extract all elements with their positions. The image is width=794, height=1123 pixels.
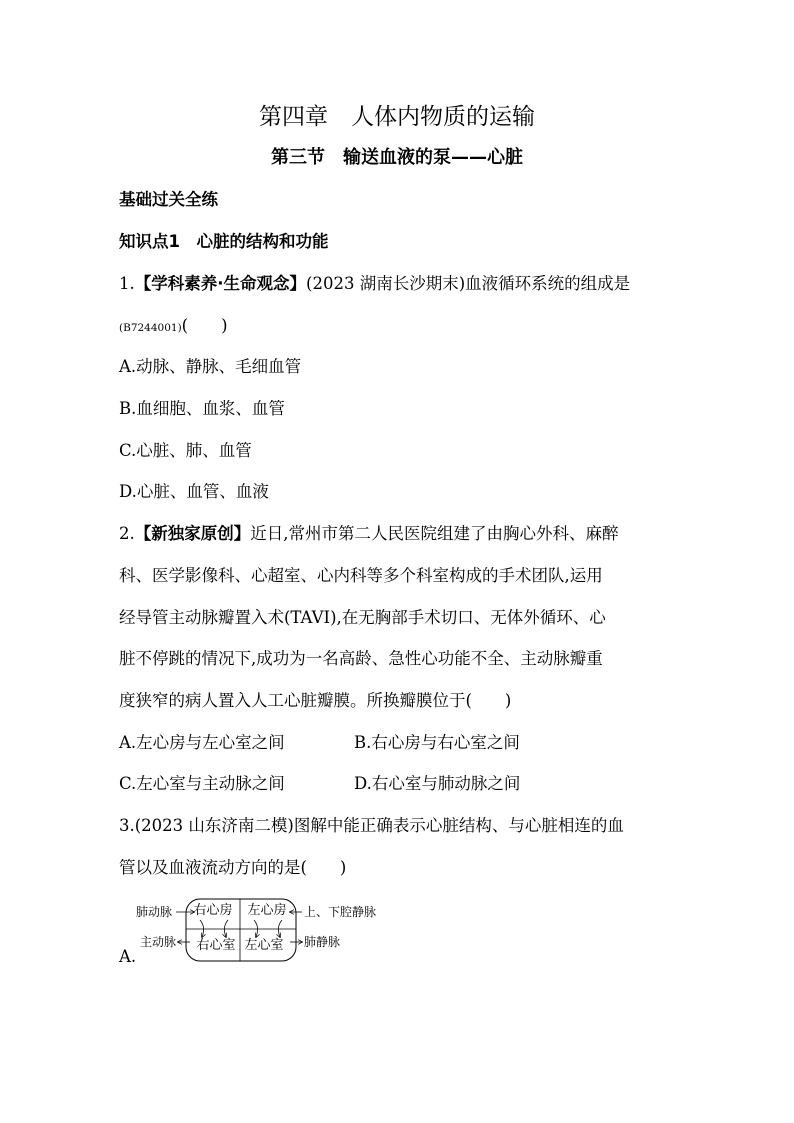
- vessel-label-vena-cava: 上、下腔静脉: [304, 905, 377, 919]
- question-1-line-1: [119, 272, 630, 296]
- valve-arrow: [224, 920, 228, 937]
- question-text: (2023 山东济南二模)图解中能正确表示心脏结构、与心脏相连的血: [134, 816, 624, 835]
- question-3-line-2: 管以及血液流动方向的是( ): [119, 858, 347, 877]
- option-c: C.心脏、肺、血管: [119, 441, 252, 460]
- chamber-label-left-atrium: 左心房: [247, 903, 287, 918]
- valve-arrow: [278, 920, 282, 937]
- chamber-label-left-ventricle: 左心室: [244, 938, 284, 953]
- question-2-line-4: 脏不停跳的情况下,成功为一名高龄、急性心功能不全、主动脉瓣重: [119, 649, 603, 668]
- option-d: D.心脏、血管、血液: [119, 482, 269, 501]
- option-a-label: A.: [119, 947, 137, 966]
- question-text: 近日,常州市第二人民医院组建了由胸心外科、麻醉: [250, 524, 619, 543]
- question-tag: 【新独家原创】: [134, 524, 251, 543]
- practice-title: 基础过关全练: [119, 190, 218, 209]
- option-c: C.左心室与主动脉之间: [119, 774, 285, 793]
- valve-arrow: [254, 920, 258, 937]
- valve-arrow: [200, 920, 204, 937]
- question-code: (B7244001): [119, 322, 182, 334]
- option-b: B.右心房与右心室之间: [354, 733, 520, 752]
- question-number: 3.: [119, 816, 135, 835]
- heart-diagram: [130, 893, 400, 968]
- question-number: 1.: [119, 274, 135, 293]
- question-2-line-2: 科、医学影像科、心超室、心内科等多个科室构成的手术团队,运用: [119, 566, 603, 585]
- option-d: D.右心室与肺动脉之间: [354, 774, 521, 793]
- vessel-label-aorta: 主动脉: [140, 935, 177, 949]
- question-2-line-5: 度狭窄的病人置入人工心脏瓣膜。所换瓣膜位于( ): [119, 691, 512, 710]
- vessel-label-pulmonary-vein: 肺静脉: [304, 935, 341, 949]
- question-2-line-3: 经导管主动脉瓣置入术(TAVI),在无胸部手术切口、无体外循环、心: [119, 608, 606, 627]
- question-2-line-1: [119, 522, 619, 546]
- question-text: (2023 湖南长沙期末)血液循环系统的组成是: [306, 274, 631, 293]
- section-title: 第三节 输送血液的泵——心脏: [271, 147, 523, 168]
- chapter-title: 第四章 人体内物质的运输: [259, 104, 535, 130]
- question-tag: 【学科素养·生命观念】: [134, 274, 307, 293]
- chamber-label-right-ventricle: 右心室: [196, 938, 236, 953]
- vessel-label-pulmonary-artery: 肺动脉: [136, 905, 173, 919]
- knowledge-point-title: 知识点1 心脏的结构和功能: [119, 232, 329, 251]
- question-1-line-2: [119, 314, 228, 340]
- option-a: A.动脉、静脉、毛细血管: [119, 357, 302, 376]
- option-a: A.左心房与左心室之间: [119, 733, 285, 752]
- question-3-line-1: [119, 814, 624, 838]
- chamber-label-right-atrium: 右心房: [193, 903, 233, 918]
- option-b: B.血细胞、血浆、血管: [119, 399, 285, 418]
- answer-blank: ( ): [181, 316, 228, 335]
- question-number: 2.: [119, 524, 135, 543]
